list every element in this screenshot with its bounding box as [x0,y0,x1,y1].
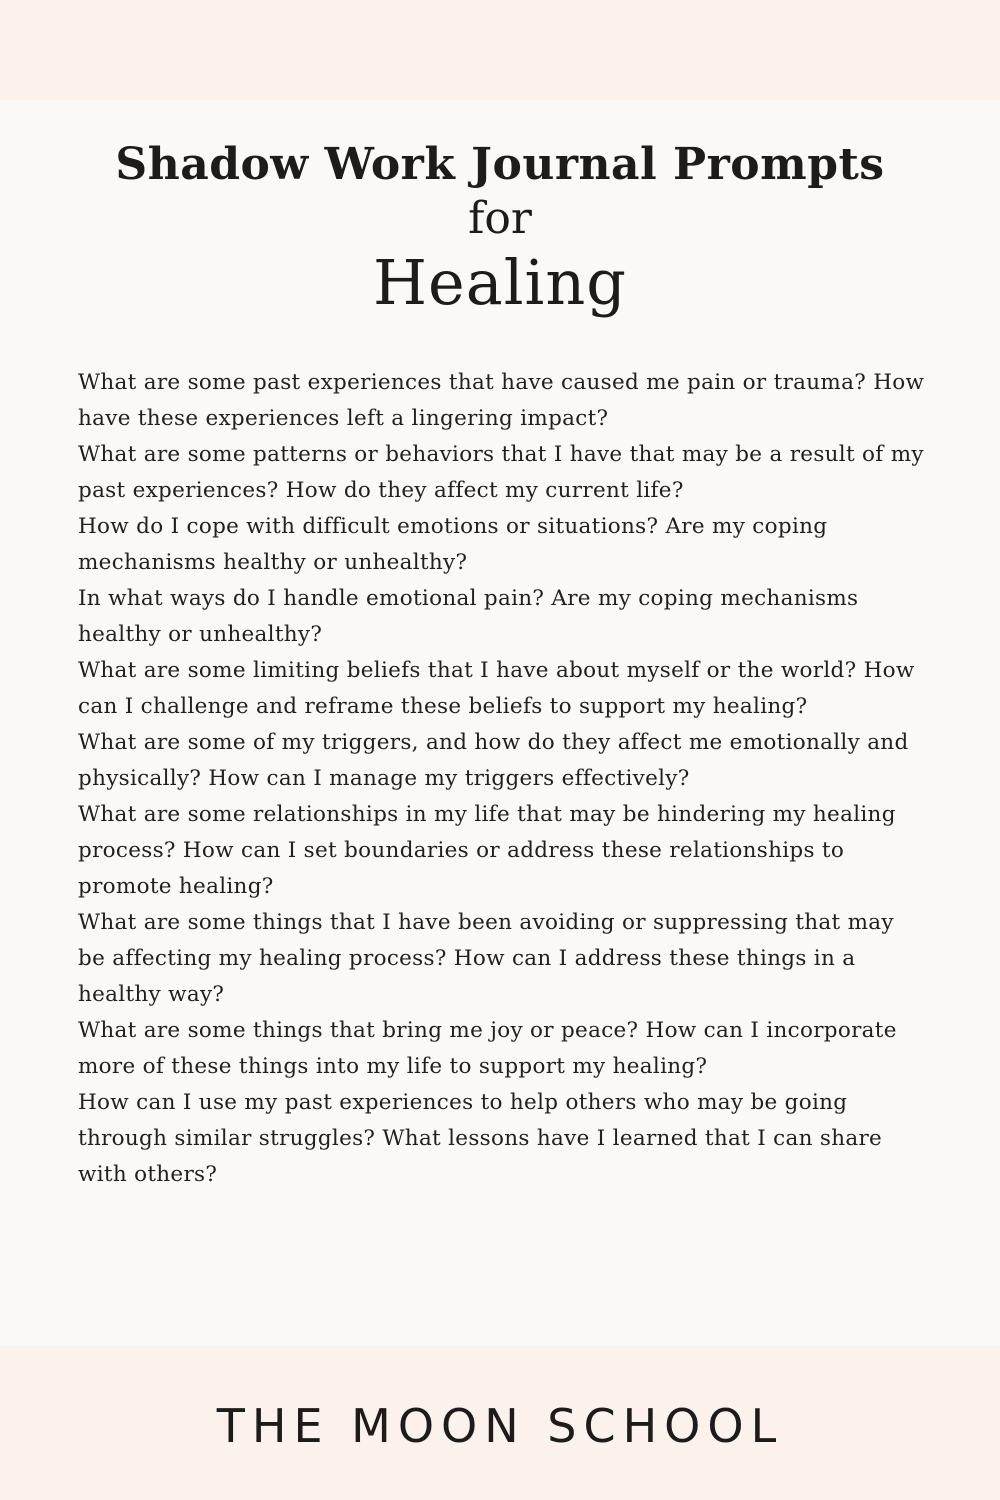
brand-name: THE MOON SCHOOL [216,1399,784,1453]
list-item: How do I cope with difficult emotions or situations? Are my coping mechanisms healthy or unhealthy? [78,514,828,575]
list-item: What are some limiting beliefs that I have about myself or the world? How can I challenge and reframe these beliefs to support my healing? [78,658,915,719]
list-item: What are some relationships in my life that may be hindering my healing process? How can I set boundaries or address these relationships to promote healing? [78,802,896,899]
footer-band [0,1346,1000,1500]
list-item: In what ways do I handle emotional pain? Are my coping mechanisms healthy or unhealthy? [78,586,859,647]
list-item: What are some past experiences that have caused me pain or trauma? How have these experiences left a lingering impact? [78,370,925,431]
content-card [0,100,1000,1346]
list-item: What are some patterns or behaviors that I have that may be a result of my past experiences? How do they affect my current life? [78,442,924,503]
list-item: How can I use my past experiences to help others who may be going through similar struggles? What lessons have I learned that I can share with others? [78,1090,883,1187]
title-connector: for [468,193,532,244]
list-item: What are some of my triggers, and how do they affect me emotionally and physically? How can I manage my triggers effectively? [78,730,909,791]
prompt-list [78,365,928,1193]
list-item: What are some things that I have been avoiding or suppressing that may be affecting my healing process? How can I address these things in a healthy way? [78,910,894,1007]
page-title: Shadow Work Journal Prompts [115,139,885,190]
title-topic: Healing [372,246,627,319]
list-item: What are some things that bring me joy or peace? How can I incorporate more of these things into my life to support my healing? [78,1018,897,1079]
top-band [0,0,1000,100]
